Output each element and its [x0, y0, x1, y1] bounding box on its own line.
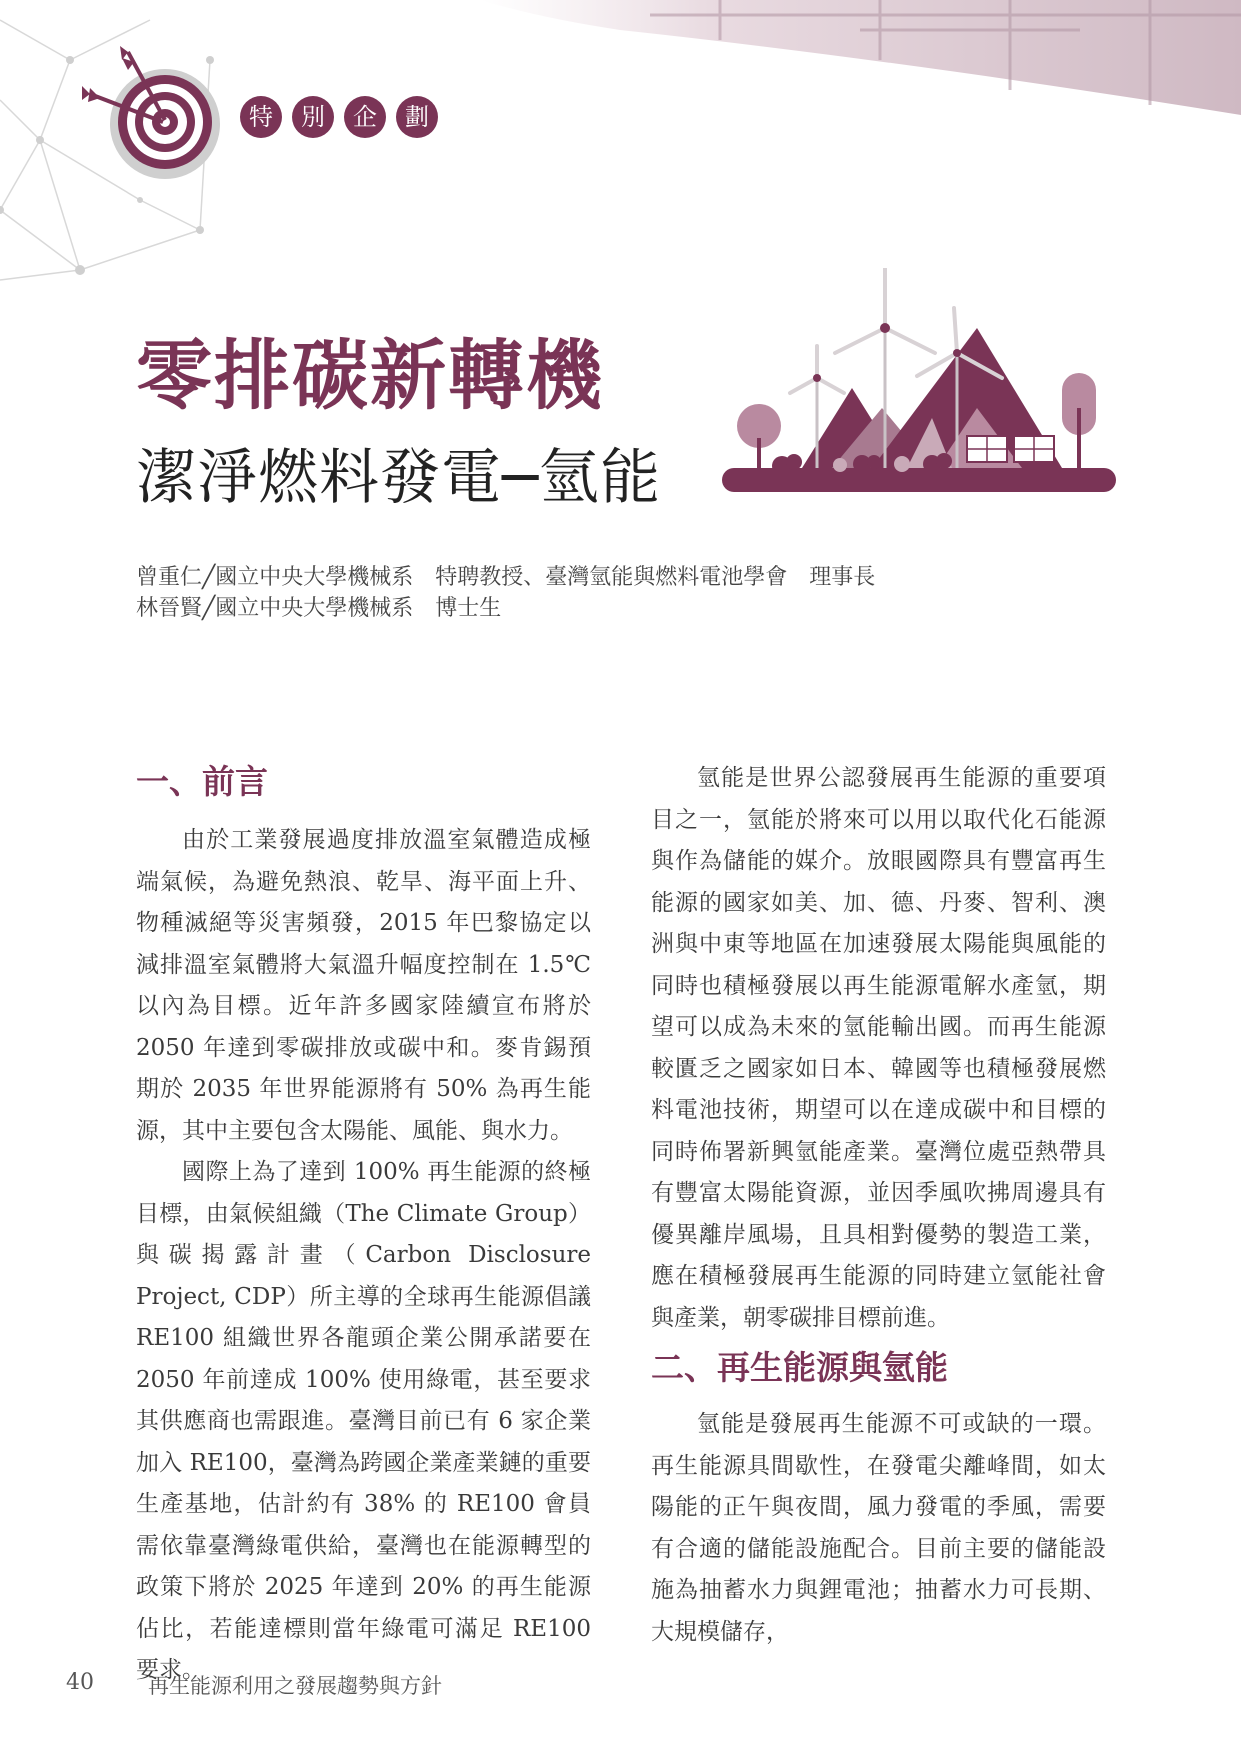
- feature-tag-char: 劃: [396, 96, 438, 138]
- author-block: [136, 562, 875, 624]
- author-line: 林晉賢╱國立中央大學機械系 博士生: [136, 596, 502, 621]
- paragraph: 氫能是世界公認發展再生能源的重要項目之一，氫能於將來可以用以取代化石能源與作為儲能的媒介。放眼國際具有豐富再生能源的國家如美、加、德、丹麥、智利、澳洲與中東等地區在加速發展太陽能與風能的同時也積極發展以再生能源電解水產氫，期望可以成為未來的氫能輸出國。而再生能源較匱乏之國家如日本、韓國等也積極發展燃料電池技術，期望可以在達成碳中和目標的同時佈署新興氫能產業。臺灣位處亞熱帶具有豐富太陽能資源，並因季風吹拂周邊具有優異離岸風場，且具相對優勢的製造工業，應在積極發展再生能源的同時建立氫能社會與產業，朝零碳排目標前進。: [651, 765, 1106, 1331]
- running-footer-title: 再生能源利用之發展趨勢與方針: [148, 1674, 442, 1698]
- paragraph: 氫能是發展再生能源不可或缺的一環。再生能源具間歇性，在發電尖離峰間，如太陽能的正午與夜間，風力發電的季風，需要有合適的儲能設施配合。目前主要的儲能設施為抽蓄水力與鋰電池；抽蓄水力可長期、大規模儲存，: [651, 1411, 1106, 1645]
- renewable-landscape-illustration: [722, 268, 1122, 500]
- right-column: [651, 758, 1106, 1339]
- right-column-continued: [651, 1404, 1106, 1653]
- feature-tag-char: 別: [292, 96, 334, 138]
- feature-tag-char: 特: [240, 96, 282, 138]
- feature-tag-char: 企: [344, 96, 386, 138]
- article-subtitle: 潔淨燃料發電─氫能: [136, 443, 662, 513]
- left-column: [136, 820, 591, 1692]
- paragraph: 由於工業發展過度排放溫室氣體造成極端氣候，為避免熱浪、乾旱、海平面上升、物種滅絕等災害頻發，2015 年巴黎協定以減排溫室氣體將大氣溫升幅度控制在 1.5℃以內為目標。近年許多國家陸續宣布將於 2050 年達到零碳排放或碳中和。麥肯錫預期於 2035 年世界能源將有 50% 為再生能源，其中主要包含太陽能、風能、與水力。: [136, 827, 591, 1144]
- section-heading: 二、再生能源與氫能: [651, 1348, 948, 1387]
- target-arrow-icon: [78, 42, 228, 182]
- article-title: 零排碳新轉機: [136, 331, 604, 420]
- section-heading: 一、前言: [136, 762, 268, 801]
- page-number: 40: [66, 1670, 94, 1695]
- author-line: 曾重仁╱國立中央大學機械系 特聘教授、臺灣氫能與燃料電池學會 理事長: [136, 565, 876, 590]
- paragraph: 國際上為了達到 100% 再生能源的終極目標，由氣候組織（The Climate Group）與碳揭露計畫（Carbon Disclosure Project, CDP）所主導的全球再生能源倡議 RE100 組織世界各龍頭企業公開承諾要在 2050 年前達成 100% 使用綠電，甚至要求其供應商也需跟進。臺灣目前已有 6 家企業加入 RE100，臺灣為跨國企業產業鏈的重要生產基地，估計約有 38% 的 RE100 會員需依靠臺灣綠電供給，臺灣也在能源轉型的政策下將於 2025 年達到 20% 的再生能源佔比，若能達標則當年綠電可滿足 RE100 要求。: [136, 1159, 591, 1683]
- feature-tag: [240, 96, 438, 138]
